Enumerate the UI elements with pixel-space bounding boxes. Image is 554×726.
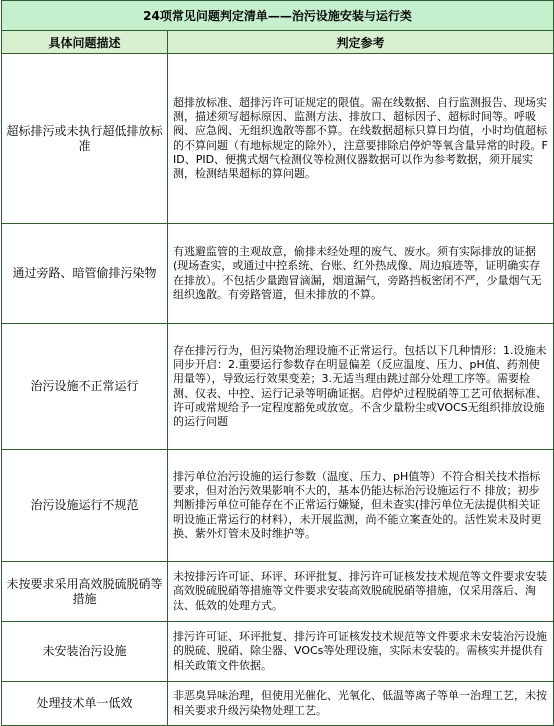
issue-cell: 处理技术单一低效 — [2, 682, 168, 726]
issue-cell: 超标排污或未执行超低排放标准 — [2, 54, 168, 224]
table-row — [2, 324, 554, 450]
reference-cell: 超排放标准、超排污许可证规定的限值。需在线数据、自行监测报告、现场实测，描述须写超标原因、监测方法、排放口、超标因子、超标时间等。呼吸阀、应急阀、无组织逸散等都不算。在线数据超标只算日均值，小时均值超标的不算问题（有地标规定的除外），注意要排除启停炉等氧含量异常的时段。FID、PID、便携式烟气检测仪等检测仪器数据可以作为参考数据，须开展实测，检测结果超标的算问题。 — [168, 54, 554, 224]
issue-cell: 治污设施不正常运行 — [2, 324, 168, 450]
table-row — [2, 622, 554, 682]
checklist-table — [1, 0, 554, 726]
column-header-issue: 具体问题描述 — [2, 31, 168, 54]
table-title: 24项常见问题判定清单——治污设施安装与运行类 — [2, 1, 554, 31]
issue-checklist-sheet — [1, 0, 553, 726]
reference-cell: 非恶臭异味治理，但使用光催化、光氧化、低温等离子等单一治理工艺，未按相关要求升级污染物处理工艺。 — [168, 682, 554, 726]
issue-cell: 治污设施运行不规范 — [2, 450, 168, 562]
column-header-reference: 判定参考 — [168, 31, 554, 54]
table-row — [2, 450, 554, 562]
table-row — [2, 54, 554, 224]
issue-cell: 未按要求采用高效脱硫脱硝等措施 — [2, 562, 168, 622]
reference-cell: 有逃避监管的主观故意，偷排未经处理的废气、废水。须有实际排放的证据(现场查实，或通过中控系统、台账、红外热成像、周边痕迹等，证明确实存在排放）。不包括少量跑冒滴漏，烟道漏气，旁路挡板密闭不严，少量烟气无组织逸散。有旁路管道，但未排放的不算。 — [168, 224, 554, 324]
issue-cell: 通过旁路、暗管偷排污染物 — [2, 224, 168, 324]
reference-cell: 排污许可证、环评批复、排污许可证核发技术规范等文件要求未安装治污设施的脱硫、脱硝、除尘器、VOCs等处理设施，实际未安装的。需核实并提供有相关政策文件依据。 — [168, 622, 554, 682]
table-row — [2, 562, 554, 622]
reference-cell: 未按排污许可证、环评、环评批复、排污许可证核发技术规范等文件要求安装高效脱硫脱硝等措施等文件要求安装高效脱硫脱硝等措施，仅采用落后、淘汰、低效的处理方式。 — [168, 562, 554, 622]
title-row — [2, 1, 554, 31]
table-row — [2, 224, 554, 324]
reference-cell: 存在排污行为，但污染物治理设施不正常运行。包括以下几种情形：1.设施未同步开启：2.重要运行参数存在明显偏差（反应温度、压力、pH值、药剂使用量等），导致运行效果变差；3.无适当理由跳过部分处理工序等。需要检测、仪表、中控、运行记录等明确证据。启停炉过程脱硝等工艺可依据标准、许可或常规给予一定程度豁免或放宽。不含少量粉尘或VOCS无组织排放设施的运行问题 — [168, 324, 554, 450]
header-row — [2, 31, 554, 54]
reference-cell: 排污单位治污设施的运行参数（温度、压力、pH值等）不符合相关技术指标要求，但对治污效果影响不大的，基本仍能达标治污设施运行不 排放；初步判断排污单位可能存在不正常运行嫌疑，但未查实(排污单位无法提供相关证明设施正常运行的材料），未开展监测，尚不能立案查处的。活性炭未及时更换、紫外灯管未及时维护等。 — [168, 450, 554, 562]
issue-cell: 未安装治污设施 — [2, 622, 168, 682]
